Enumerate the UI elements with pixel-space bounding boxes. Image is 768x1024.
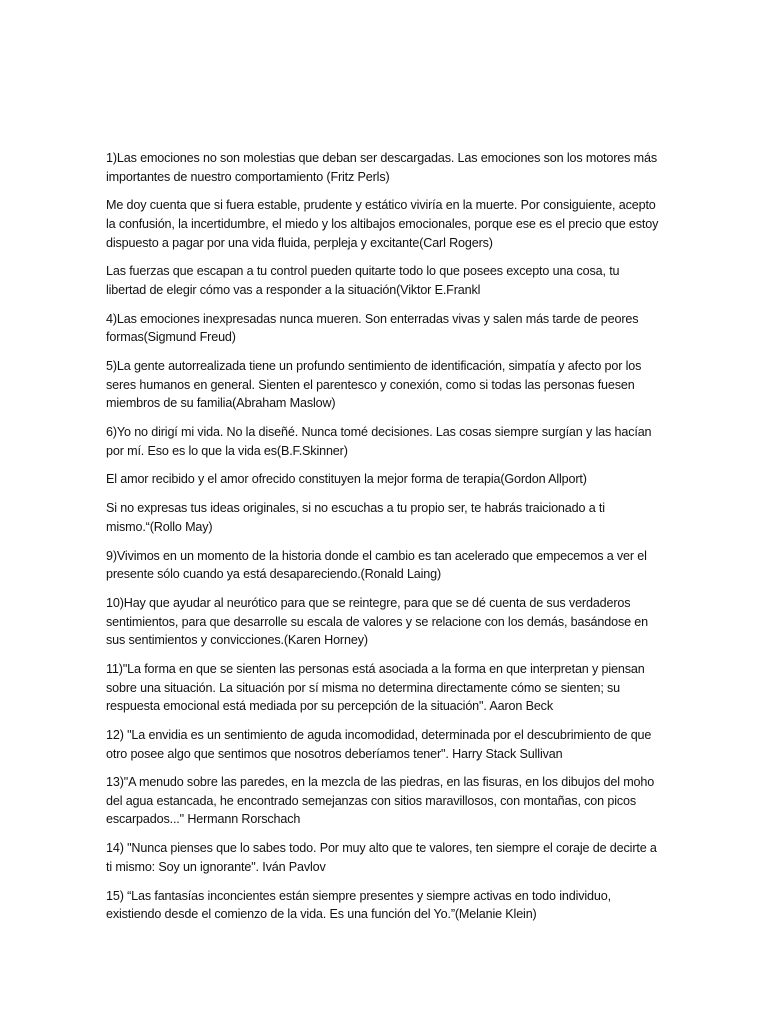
quote-paragraph-14: 14) "Nunca pienses que lo sabes todo. Por muy alto que te valores, ten siempre el coraje de decirte a ti mismo: Soy un ignorante". Iván Pavlov [106,841,657,874]
quote-paragraph-6: 6)Yo no dirigí mi vida. No la diseñé. Nunca tomé decisiones. Las cosas siempre surgían y las hacían por mí. Eso es lo que la vida es(B.F.Skinner) [106,425,652,458]
quote-paragraph-7: El amor recibido y el amor ofrecido constituyen la mejor forma de terapia(Gordon Allport) [106,472,587,487]
quote-paragraph-15: 15) “Las fantasías inconcientes están siempre presentes y siempre activas en todo individuo, existiendo desde el comienzo de la vida. Es una función del Yo.”(Melanie Klein) [106,888,611,922]
quote-paragraph-4: 4)Las emociones inexpresadas nunca mueren. Son enterradas vivas y salen más tarde de peores formas(Sigmund Freud) [106,311,639,345]
quote-paragraph-8: Si no expresas tus ideas originales, si no escuchas a tu propio ser, te habrás traicionado a ti mismo.“(Rollo May) [106,501,605,534]
quote-paragraph-5: 5)La gente autorrealizada tiene un profundo sentimiento de identificación, simpatía y afecto por los seres humanos en general. Sienten el parentesco y conexión, como si todas las personas fuesen miembros de su familia(Abraham Maslow) [106,359,642,411]
quote-paragraph-11: 11)"La forma en que se sienten las personas está asociada a la forma en que interpretan y piensan sobre una situación. La situación por sí misma no determina directamente cómo se sienten; su respuesta emocional está mediada por su percepción de la situación". Aaron Beck [106,661,645,714]
quote-paragraph-9: 9)Vivimos en un momento de la historia donde el cambio es tan acelerado que empecemos a ver el presente sólo cuando ya está desapareciendo.(Ronald Laing) [106,548,647,582]
document-page [106,149,662,934]
quote-paragraph-3: Las fuerzas que escapan a tu control pueden quitarte todo lo que posees excepto una cosa, tu libertad de elegir cómo vas a responder a la situación(Viktor E.Frankl [106,264,620,297]
quote-paragraph-1: 1)Las emociones no son molestias que deban ser descargadas. Las emociones son los motores más importantes de nuestro comportamiento (Fritz Perls) [106,151,657,184]
quote-paragraph-13: 13)"A menudo sobre las paredes, en la mezcla de las piedras, en las fisuras, en los dibujos del moho del agua estancada, he encontrado semejanzas con sitios maravillosos, con montañas, con picos escarpados..." Hermann Rorschach [106,775,655,827]
quote-paragraph-10: 10)Hay que ayudar al neurótico para que se reintegre, para que se dé cuenta de sus verdaderos sentimientos, para que desarrolle su escala de valores y se relacione con los demás, basándose en sus sentimientos y convicciones.(Karen Horney) [106,595,648,648]
quote-paragraph-2: Me doy cuenta que si fuera estable, prudente y estático viviría en la muerte. Por consiguiente, acepto la confusión, la incertidumbre, el miedo y los altibajos emocionales, porque ese es el precio que estoy dispuesto a pagar por una vida fluida, perpleja y excitante(Carl Rogers) [106,198,659,250]
quote-paragraph-12: 12) "La envidia es un sentimiento de aguda incomodidad, determinada por el descubrimiento de que otro posee algo que sentimos que nosotros deberíamos tener". Harry Stack Sullivan [106,727,652,761]
